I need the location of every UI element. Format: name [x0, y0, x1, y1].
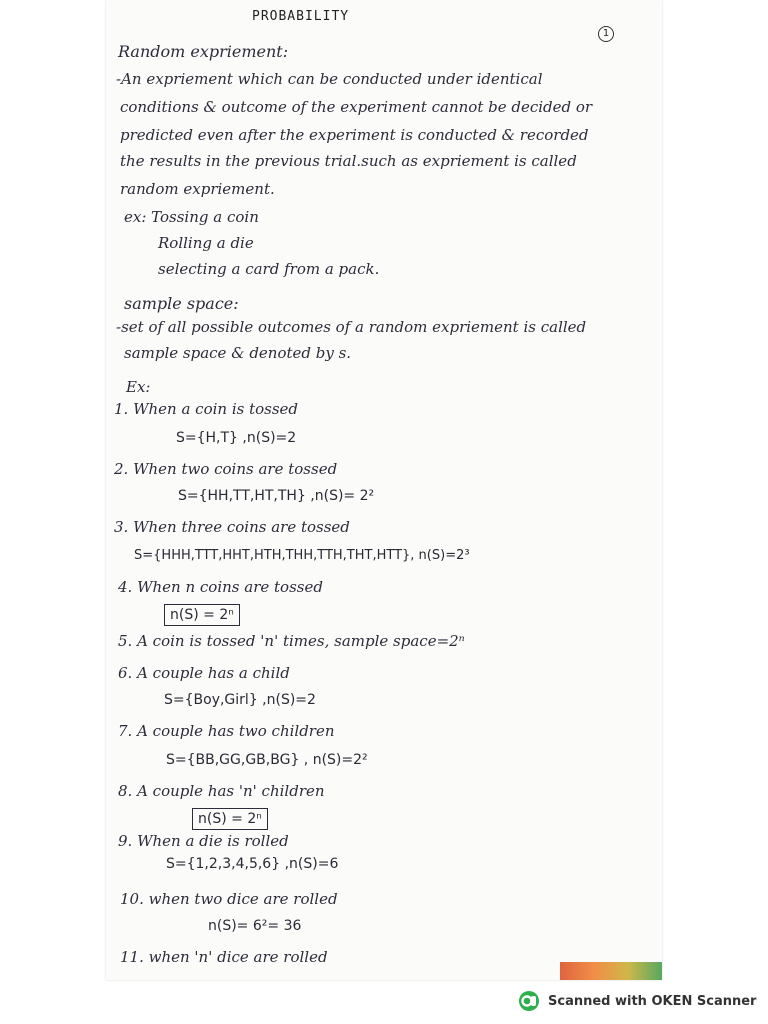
list-item: 10. when two dice are rolled [120, 890, 338, 908]
list-item: 9. When a die is rolled [118, 832, 289, 850]
heading-sample-space: sample space: [124, 294, 239, 313]
example-label: Ex: [126, 378, 151, 396]
text-line: random expriement. [120, 180, 275, 198]
list-item: 2. When two coins are tossed [114, 460, 338, 478]
scanner-watermark [518, 990, 756, 1012]
formula-line: S={BB,GG,GB,BG} , n(S)=2² [166, 752, 368, 768]
example-line: ex: Tossing a coin [124, 208, 259, 226]
list-item: 4. When n coins are tossed [118, 578, 323, 596]
list-item: 11. when 'n' dice are rolled [120, 948, 328, 966]
formula-line: S={HHH,TTT,HHT,HTH,THH,TTH,THT,HTT}, n(S)=2³ [134, 548, 470, 563]
text-line: -set of all possible outcomes of a random expriement is called [116, 318, 587, 336]
formula-line: n(S)= 6²= 36 [208, 918, 302, 934]
list-item: 8. A couple has 'n' children [118, 782, 325, 800]
boxed-formula: n(S) = 2ⁿ [164, 604, 240, 626]
text-line: predicted even after the experiment is conducted & recorded [120, 126, 589, 144]
page-title: PROBABILITY [252, 9, 350, 24]
formula-line: S={1,2,3,4,5,6} ,n(S)=6 [166, 856, 339, 872]
list-item: 3. When three coins are tossed [114, 518, 350, 536]
text-line: conditions & outcome of the experiment cannot be decided or [120, 98, 593, 116]
page-number: 1 [598, 26, 614, 42]
formula-line: S={H,T} ,n(S)=2 [176, 430, 297, 446]
boxed-formula: n(S) = 2ⁿ [192, 808, 268, 830]
text-line: sample space & denoted by s. [124, 344, 352, 362]
formula-line: S={Boy,Girl} ,n(S)=2 [164, 692, 316, 708]
scanner-watermark-text: Scanned with OKEN Scanner [548, 993, 757, 1009]
example-line: selecting a card from a pack. [158, 260, 380, 278]
heading-random-experiment: Random expriement: [118, 42, 289, 61]
example-line: Rolling a die [158, 234, 254, 252]
text-line: -An expriement which can be conducted under identical [116, 70, 543, 88]
oken-scanner-logo-icon [518, 990, 540, 1012]
list-item: 5. A coin is tossed 'n' times, sample space=2ⁿ [118, 632, 465, 650]
page-bottom-edge [560, 962, 662, 980]
list-item: 6. A couple has a child [118, 664, 290, 682]
list-item: 7. A couple has two children [118, 722, 335, 740]
formula-line: S={HH,TT,HT,TH} ,n(S)= 2² [178, 488, 375, 504]
list-item: 1. When a coin is tossed [114, 400, 299, 418]
text-line: the results in the previous trial.such as expriement is called [120, 152, 577, 170]
